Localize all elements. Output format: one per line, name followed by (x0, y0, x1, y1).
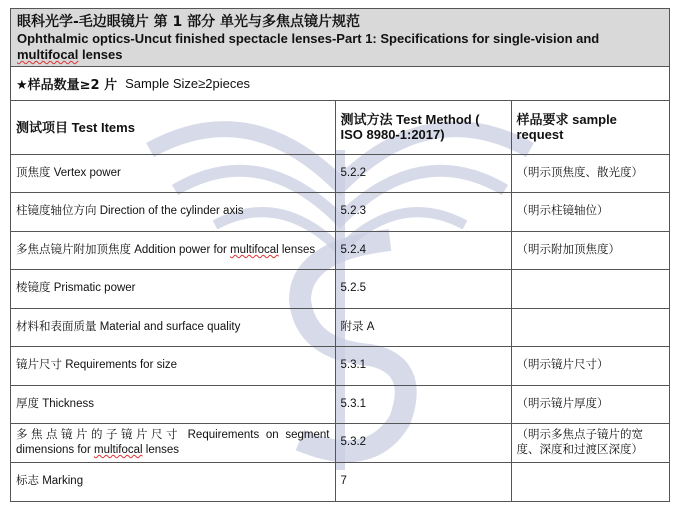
cell-method: 5.2.4 (335, 231, 511, 270)
cell-method: 5.2.2 (335, 154, 511, 193)
cell-item (11, 231, 335, 270)
cell-item-text-end: lenses (142, 443, 179, 456)
sample-size-row (11, 67, 669, 101)
title-english-part2: lenses (78, 47, 123, 62)
table-row (11, 385, 669, 424)
spellcheck-word: multifocal (230, 243, 279, 256)
cell-item-text: 多焦点镜片附加顶焦度 Addition power for (16, 243, 231, 256)
cell-method: 附录 A (335, 308, 511, 347)
table-row (11, 347, 669, 386)
spellcheck-word: multifocal (17, 47, 79, 62)
cell-request: （明示多焦点子镜片的宽度、深度和过渡区深度） (511, 424, 669, 463)
table-row (11, 193, 669, 232)
title-block (11, 9, 669, 67)
test-table (11, 101, 669, 501)
sample-size-label: 样品数量≥2 片 (27, 78, 118, 93)
cell-request: （明示附加顶焦度） (511, 231, 669, 270)
cell-method: 5.2.5 (335, 270, 511, 309)
cell-method: 5.3.2 (335, 424, 511, 463)
star-icon: ★ (16, 78, 28, 93)
title-english (17, 31, 663, 63)
table-row (11, 424, 669, 463)
header-sample-request: 样品要求 sample request (511, 101, 669, 154)
spellcheck-word: multifocal (93, 443, 143, 456)
cell-item: 标志 Marking (11, 462, 335, 501)
title-english-part1: Ophthalmic optics-Uncut finished spectacle lenses-Part 1: Specifications for single-vision and (17, 31, 600, 46)
cell-request (511, 308, 669, 347)
cell-method: 5.3.1 (335, 347, 511, 386)
cell-item: 镜片尺寸 Requirements for size (11, 347, 335, 386)
cell-request: （明示柱镜轴位） (511, 193, 669, 232)
table-row (11, 308, 669, 347)
cell-request (511, 270, 669, 309)
cell-item: 材料和表面质量 Material and surface quality (11, 308, 335, 347)
table-row (11, 154, 669, 193)
table-row (11, 270, 669, 309)
cell-item-text-end: lenses (278, 243, 316, 256)
cell-method: 7 (335, 462, 511, 501)
cell-item: 厚度 Thickness (11, 385, 335, 424)
cell-method: 5.3.1 (335, 385, 511, 424)
cell-method: 5.2.3 (335, 193, 511, 232)
sample-size-chinese (16, 74, 117, 93)
cell-item: 顶焦度 Vertex power (11, 154, 335, 193)
title-chinese: 眼科光学-毛边眼镜片 第 1 部分 单光与多焦点镜片规范 (17, 14, 361, 30)
cell-request (511, 462, 669, 501)
cell-request: （明示镜片厚度） (511, 385, 669, 424)
spec-sheet (10, 8, 670, 502)
table-row (11, 231, 669, 270)
table-row (11, 462, 669, 501)
sample-size-english: Sample Size≥2pieces (125, 76, 251, 91)
cell-item (11, 424, 335, 463)
header-test-items: 测试项目 Test Items (11, 101, 335, 154)
cell-request: （明示镜片尺寸） (511, 347, 669, 386)
cell-request: （明示顶焦度、散光度） (511, 154, 669, 193)
cell-item: 棱镜度 Prismatic power (11, 270, 335, 309)
cell-item-text: 多焦点镜片的子镜片尺寸 Requirements on segment dimensions for (16, 428, 330, 456)
cell-item: 柱镜度轴位方向 Direction of the cylinder axis (11, 193, 335, 232)
table-header-row (11, 101, 669, 154)
header-test-method: 测试方法 Test Method ( ISO 8980-1:2017) (335, 101, 511, 154)
